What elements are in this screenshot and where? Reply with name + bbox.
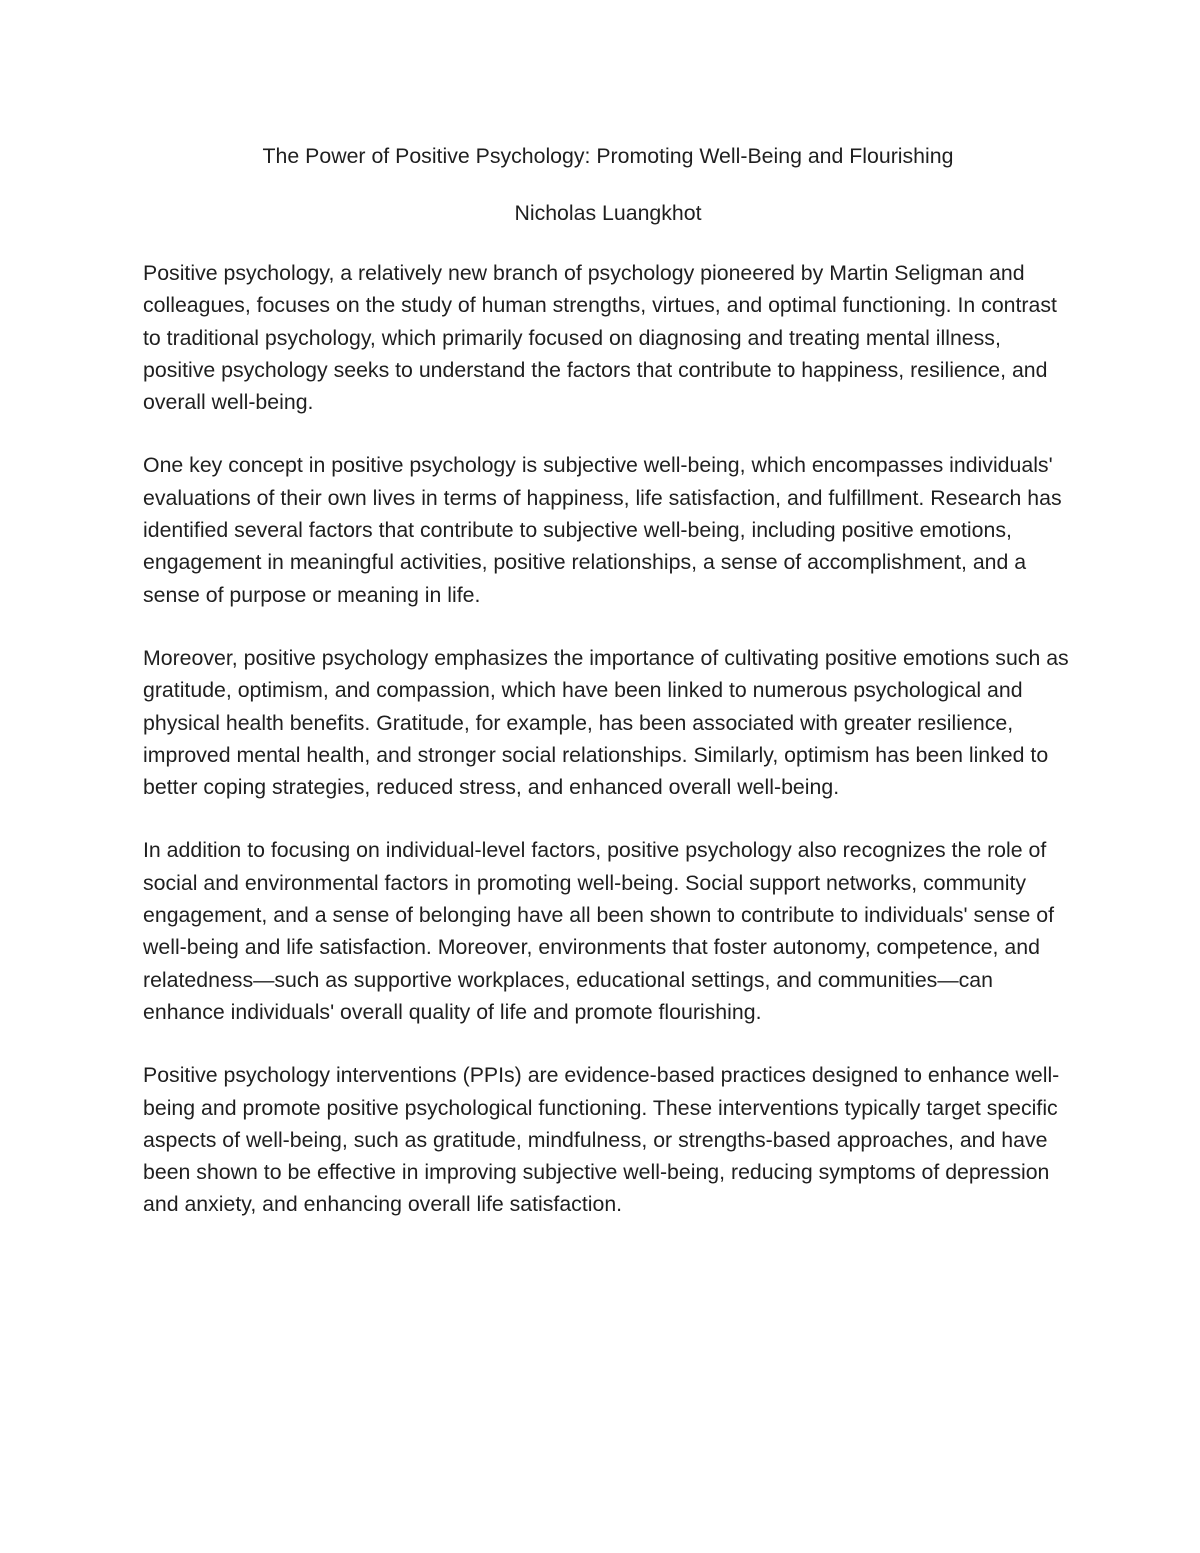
- document-body: [143, 138, 1073, 1252]
- paragraph-subjective-well-being: One key concept in positive psychology is subjective well-being, which encompasses individuals' evaluations of their own lives in terms of happiness, life satisfaction, and fulfillment. Research has identified several factors that contribute to subjective well-being, including positive emotions, engagement in meaningful activities, positive relationships, a sense of accomplishment, and a sense of purpose or meaning in life.: [143, 453, 1062, 607]
- paragraph-positive-emotions: Moreover, positive psychology emphasizes the importance of cultivating positive emotions such as gratitude, optimism, and compassion, which have been linked to numerous psychological and physical health benefits. Gratitude, for example, has been associated with greater resilience, improved mental health, and stronger social relationships. Similarly, optimism has been linked to better coping strategies, reduced stress, and enhanced overall well-being.: [143, 645, 1069, 800]
- document-author: Nicholas Luangkhot: [514, 201, 702, 225]
- paragraph-social-environmental-factors: In addition to focusing on individual-level factors, positive psychology also recognizes the role of social and environmental factors in promoting well-being. Social support networks, community engagement, and a sense of belonging have all been shown to contribute to individuals' sense of well-being and life satisfaction. Moreover, environments that foster autonomy, competence, and relatedness—such as supportive workplaces, educational settings, and communities—can enhance individuals' overall quality of life and promote flourishing.: [143, 838, 1055, 1024]
- document-title: The Power of Positive Psychology: Promoting Well-Being and Flourishing: [262, 144, 954, 168]
- paragraph-introduction: Positive psychology, a relatively new branch of psychology pioneered by Martin Seligman and colleagues, focuses on the study of human strengths, virtues, and optimal functioning. In contrast to traditional psychology, which primarily focused on diagnosing and treating mental illness, positive psychology seeks to understand the factors that contribute to happiness, resilience, and overall well-being.: [143, 261, 1057, 415]
- paragraph-interventions: Positive psychology interventions (PPIs) are evidence-based practices designed to enhance well-being and promote positive psychological functioning. These interventions typically target specific aspects of well-being, such as gratitude, mindfulness, or strengths-based approaches, and have been shown to be effective in improving subjective well-being, reducing symptoms of depression and anxiety, and enhancing overall life satisfaction.: [143, 1063, 1060, 1217]
